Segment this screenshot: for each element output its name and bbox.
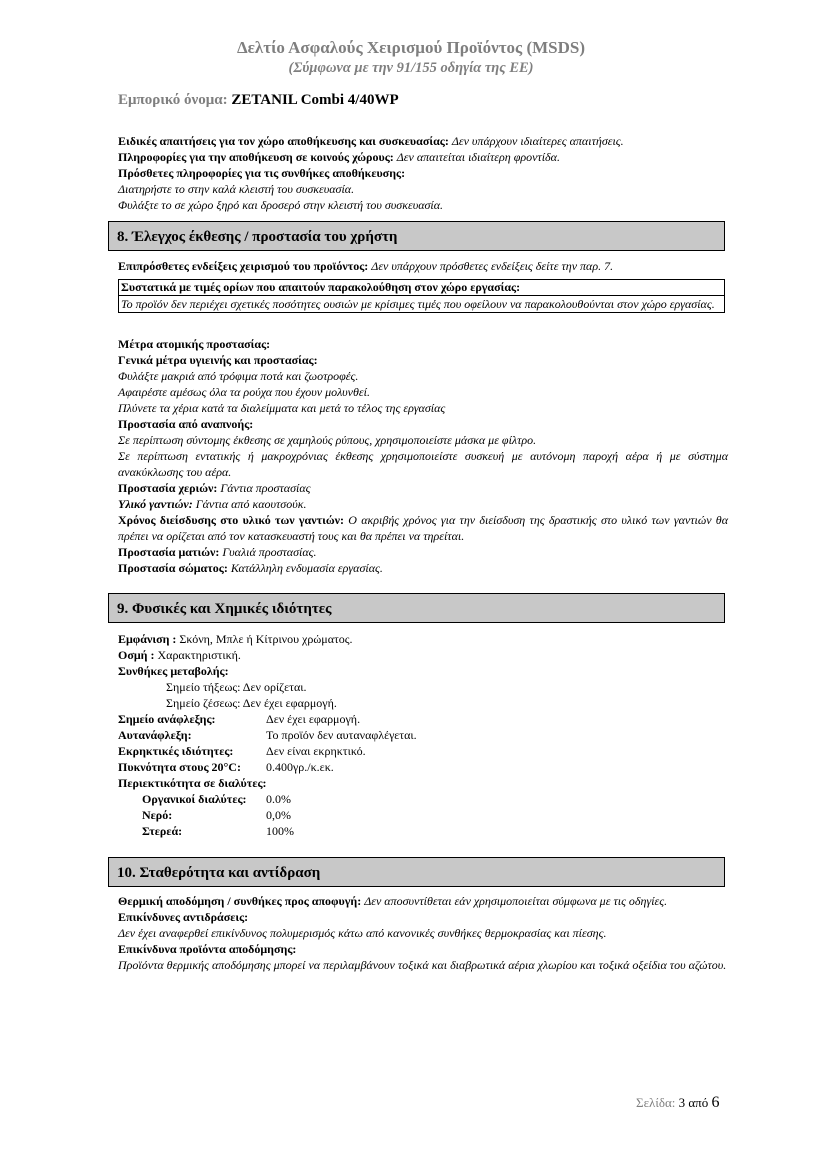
page-label: Σελίδα: (636, 1095, 676, 1110)
thermal-label: Θερμική αποδόμηση / συνθήκες προς αποφυγή: (118, 894, 362, 908)
density-label: Πυκνότητα στους 20°C: (118, 760, 241, 774)
appearance-value: Σκόνη, Μπλε ή Κίτρινου χρώματος. (179, 632, 353, 646)
glove-material-label: Υλικό γαντιών: (118, 497, 193, 511)
stability-reactivity (118, 893, 728, 973)
product-name-label: Εμπορικό όνομα: (118, 92, 228, 108)
eyes-label: Προστασία ματιών: (118, 545, 220, 559)
boiling-point: Σημείο ζέσεως: Δεν έχει εφαρμογή. (166, 696, 337, 710)
section-10-header: 10. Σταθερότητα και αντίδραση (108, 857, 725, 887)
organic-solvents-label: Οργανικοί διαλύτες: (142, 792, 247, 806)
glove-material-value: Γάντια από καουτσούκ. (195, 497, 307, 511)
exposure-limits-heading: Συστατικά με τιμές ορίων που απαιτούν παρακολούθηση στον χώρο εργασίας: (119, 280, 724, 296)
explosive-label: Εκρηκτικές ιδιότητες: (118, 744, 234, 758)
storage-extra-line: Διατηρήστε το στην καλά κλειστή του συσκευασία. (118, 182, 355, 196)
page-number (636, 1094, 720, 1112)
storage-common-label: Πληροφορίες για την αποθήκευση σε κοινούς χώρους: (118, 150, 394, 164)
melting-point: Σημείο τήξεως: Δεν ορίζεται. (166, 680, 307, 694)
organic-solvents-value: 0.0% (266, 792, 291, 806)
decomposition-label: Επικίνδυνα προϊόντα αποδόμησης: (118, 942, 297, 956)
hazardous-reactions-value: Δεν έχει αναφερθεί επικίνδυνος πολυμερισμός κάτω από κανονικές συνθήκες θερμοκρασίας και πίεσης. (118, 926, 607, 940)
odor-label: Οσμή : (118, 648, 155, 662)
change-conditions-label: Συνθήκες μεταβολής: (118, 664, 229, 678)
decomposition-value: Προϊόντα θερμικής αποδόμησης μπορεί να περιλαμβάνουν τοξικά και διαβρωτικά αέρια χλωρίου και τοξικά οξείδια του αζώτου. (118, 958, 727, 972)
hands-value: Γάντια προστασίας (220, 481, 311, 495)
solvent-content-label: Περιεκτικότητα σε διαλύτες: (118, 776, 267, 790)
autoignition-value: Το προϊόν δεν αυταναφλέγεται. (266, 728, 417, 742)
hygiene-item: Πλύνετε τα χέρια κατά τα διαλείμματα και μετά το τέλος της εργασίας (118, 401, 446, 415)
product-name: ZETANIL Combi 4/40WP (231, 92, 399, 108)
personal-protection-label: Μέτρα ατομικής προστασίας: (118, 337, 271, 351)
body-protection-label: Προστασία σώματος: (118, 561, 228, 575)
storage-special-label: Ειδικές απαιτήσεις για τον χώρο αποθήκευσης και συσκευασίας: (118, 134, 449, 148)
water-label: Νερό: (142, 808, 173, 822)
autoignition-label: Αυτανάφλεξη: (118, 728, 192, 742)
page-current: 3 (678, 1095, 686, 1110)
respiratory-label: Προστασία από αναπνοής: (118, 417, 254, 431)
exposure-limits-box (118, 279, 725, 313)
body-protection-value: Κατάλληλη ενδυμασία εργασίας. (230, 561, 383, 575)
solids-label: Στερεά: (142, 824, 183, 838)
respiratory-item: Σε περίπτωση σύντομης έκθεσης σε χαμηλούς ρύπους, χρησιμοποιείστε μάσκα με φίλτρο. (118, 433, 537, 447)
hands-label: Προστασία χεριών: (118, 481, 218, 495)
document-subtitle: (Σύμφωνα με την 91/155 οδηγία της ΕΕ) (288, 60, 534, 76)
permeation-value: Ο ακριβής χρόνος για την διείσδυση της δραστικής στο υλικό των γαντιών θα πρέπει να ορίζεται από τον κατασκευαστή τους και θα πρέπει να τηρείται. (118, 513, 729, 543)
physical-properties (118, 631, 728, 839)
storage-common-value: Δεν απαιτείται ιδιαίτερη φροντίδα. (396, 150, 560, 164)
hazardous-reactions-label: Επικίνδυνες αντιδράσεις: (118, 910, 249, 924)
water-value: 0,0% (266, 808, 291, 822)
personal-protection (118, 336, 728, 576)
section-8-header: 8. Έλεγχος έκθεσης / προστασία του χρήστη (108, 221, 725, 251)
solids-value: 100% (266, 824, 294, 838)
hygiene-label: Γενικά μέτρα υγιεινής και προστασίας: (118, 353, 318, 367)
product-name-line (118, 90, 399, 110)
handling-value: Δεν υπάρχουν πρόσθετες ενδείξεις δείτε την παρ. 7. (371, 259, 614, 273)
hygiene-item: Αφαιρέστε αμέσως όλα τα ρούχα που έχουν μολυνθεί. (118, 385, 370, 399)
handling-info (118, 258, 728, 274)
hygiene-item: Φυλάξτε μακριά από τρόφιμα ποτά και ζωοτροφές. (118, 369, 359, 383)
page-of: από (688, 1095, 709, 1110)
flash-point-value: Δεν έχει εφαρμογή. (266, 712, 361, 726)
thermal-value: Δεν αποσυντίθεται εάν χρησιμοποιείται σύμφωνα με τις οδηγίες. (364, 894, 668, 908)
handling-label: Επιπρόσθετες ενδείξεις χειρισμού του προϊόντος: (118, 259, 369, 273)
storage-info (118, 133, 728, 213)
section-9-header: 9. Φυσικές και Χημικές ιδιότητες (108, 593, 725, 623)
explosive-value: Δεν είναι εκρηκτικό. (266, 744, 366, 758)
page-total: 6 (711, 1094, 720, 1111)
odor-value: Χαρακτηριστική. (157, 648, 241, 662)
storage-extra-line: Φυλάξτε το σε χώρο ξηρό και δροσερό στην κλειστή του συσκευασία. (118, 198, 444, 212)
flash-point-label: Σημείο ανάφλεξης: (118, 712, 216, 726)
document-title: Δελτίο Ασφαλούς Χειρισμού Προϊόντος (MSDS) (236, 38, 586, 57)
storage-special-value: Δεν υπάρχουν ιδιαίτερες απαιτήσεις. (451, 134, 624, 148)
respiratory-item: Σε περίπτωση εντατικής ή μακροχρόνιας έκθεσης χρησιμοποιείστε συσκευή με αυτόνομη παροχή αέρα ή με σύστημα ανακύκλωσης του αέρα. (118, 449, 728, 479)
density-value: 0.400γρ./κ.εκ. (266, 760, 334, 774)
storage-extra-label: Πρόσθετες πληροφορίες για τις συνθήκες αποθήκευσης: (118, 166, 406, 180)
permeation-label: Χρόνος διείσδυσης στο υλικό των γαντιών: (118, 513, 344, 527)
eyes-value: Γυαλιά προστασίας. (222, 545, 317, 559)
exposure-limits-text: Το προϊόν δεν περιέχει σχετικές ποσότητες ουσιών με κρίσιμες τιμές που οφείλουν να παρακολουθούνται στον χώρο εργασίας. (121, 297, 715, 311)
appearance-label: Εμφάνιση : (118, 632, 177, 646)
